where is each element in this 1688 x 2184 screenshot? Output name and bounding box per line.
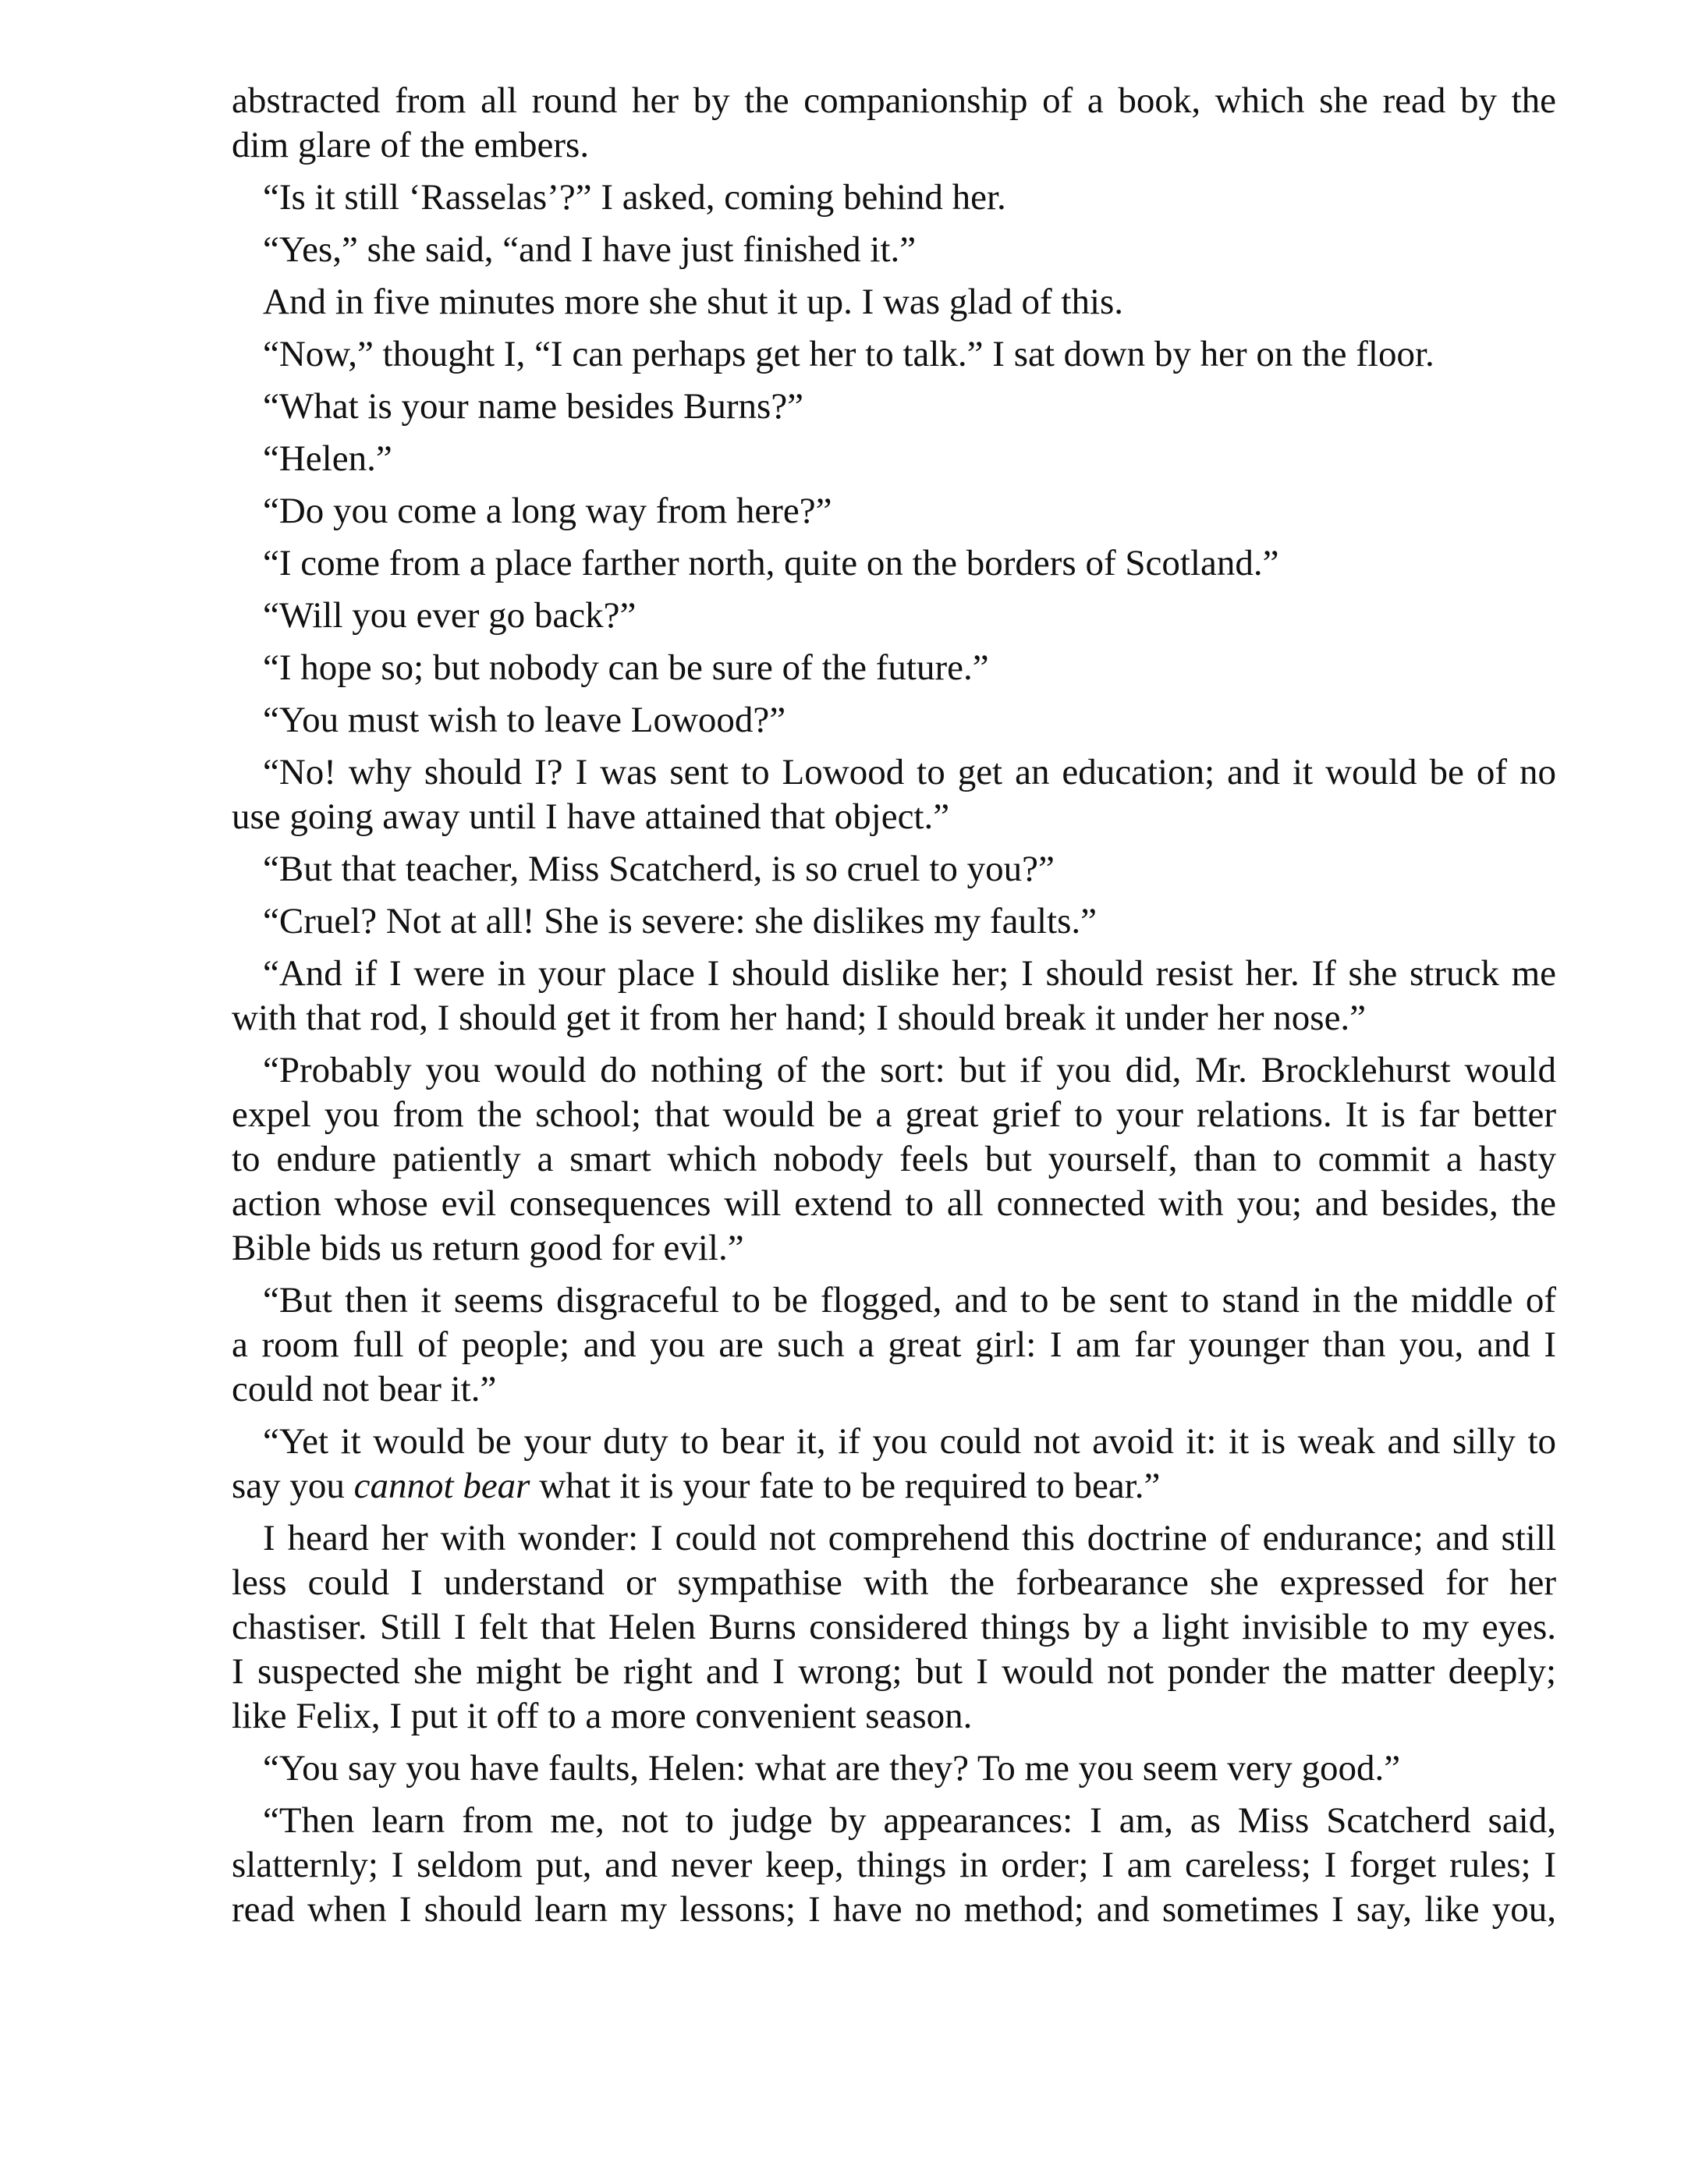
text-line: a room full of people; and you are such a great girl: I am far younger than you, and I <box>232 1324 1556 1365</box>
paragraph <box>232 1799 1556 1932</box>
text-line: with that rod, I should get it from her hand; I should break it under her nose.” <box>232 998 1367 1038</box>
paragraph <box>232 1048 1556 1271</box>
text-line <box>232 1464 1556 1509</box>
text-span: what it is your fate to be required to bear.” <box>530 1466 1161 1506</box>
text-line: “Now,” thought I, “I can perhaps get her to talk.” I sat down by her on the floor. <box>263 334 1434 374</box>
text-line: “You say you have faults, Helen: what are they? To me you seem very good.” <box>263 1748 1401 1789</box>
text-line: “But that teacher, Miss Scatcherd, is so cruel to you?” <box>263 849 1055 889</box>
text-line: “You must wish to leave Lowood?” <box>263 700 786 740</box>
paragraph <box>232 437 1556 481</box>
text-line: “And if I were in your place I should dislike her; I should resist her. If she struck me <box>263 953 1556 994</box>
paragraph <box>232 79 1556 168</box>
text-line: “What is your name besides Burns?” <box>263 386 804 427</box>
text-line: “Will you ever go back?” <box>263 595 637 636</box>
paragraph <box>232 847 1556 892</box>
text-line: “Yes,” she said, “and I have just finished it.” <box>263 229 917 270</box>
text-line: “Probably you would do nothing of the sort: but if you did, Mr. Brocklehurst would <box>263 1050 1556 1090</box>
text-span: say you <box>232 1466 354 1506</box>
paragraph <box>232 541 1556 586</box>
text-line: “Is it still ‘Rasselas’?” I asked, coming behind her. <box>263 177 1006 218</box>
paragraph <box>232 646 1556 690</box>
text-line: I suspected she might be right and I wrong; but I would not ponder the matter deeply; <box>232 1651 1556 1692</box>
paragraph <box>232 952 1556 1041</box>
text-line: I heard her with wonder: I could not comprehend this doctrine of endurance; and still <box>263 1518 1556 1558</box>
paragraph <box>232 1420 1556 1509</box>
text-line: “Do you come a long way from here?” <box>263 491 832 531</box>
text-line: Bible bids us return good for evil.” <box>232 1228 744 1268</box>
paragraph <box>232 228 1556 272</box>
paragraph <box>232 489 1556 534</box>
text-line: use going away until I have attained that object.” <box>232 796 950 837</box>
book-page <box>232 79 1556 1940</box>
emphasized-text: cannot bear <box>353 1466 530 1506</box>
text-line: slatternly; I seldom put, and never keep, things in order; I am careless; I forget rules; I <box>232 1845 1556 1885</box>
text-line: And in five minutes more she shut it up. I was glad of this. <box>263 282 1124 322</box>
text-line: like Felix, I put it off to a more convenient season. <box>232 1696 973 1736</box>
paragraph <box>232 1278 1556 1412</box>
text-line: chastiser. Still I felt that Helen Burns considered things by a light invisible to my eyes. <box>232 1607 1556 1647</box>
text-line: to endure patiently a smart which nobody feels but yourself, than to commit a hasty <box>232 1139 1556 1179</box>
text-line: “I hope so; but nobody can be sure of the future.” <box>263 647 989 688</box>
paragraph <box>232 1516 1556 1739</box>
text-line: could not bear it.” <box>232 1369 497 1409</box>
text-line: read when I should learn my lessons; I have no method; and sometimes I say, like you, <box>232 1889 1556 1930</box>
paragraph <box>232 594 1556 638</box>
paragraph <box>232 899 1556 944</box>
text-line: “I come from a place farther north, quite on the borders of Scotland.” <box>263 543 1279 583</box>
paragraph <box>232 750 1556 839</box>
text-line: “Then learn from me, not to judge by appearances: I am, as Miss Scatcherd said, <box>263 1800 1556 1841</box>
text-line: “No! why should I? I was sent to Lowood to get an education; and it would be of no <box>263 752 1556 792</box>
text-line: “Helen.” <box>263 438 392 479</box>
paragraph <box>232 332 1556 377</box>
text-line: less could I understand or sympathise with the forbearance she expressed for her <box>232 1562 1556 1603</box>
text-line: “Yet it would be your duty to bear it, if you could not avoid it: it is weak and silly to <box>263 1421 1556 1462</box>
paragraph <box>232 1746 1556 1791</box>
text-line: dim glare of the embers. <box>232 125 590 165</box>
paragraph <box>232 280 1556 324</box>
text-line: action whose evil consequences will extend to all connected with you; and besides, the <box>232 1183 1556 1224</box>
text-line: abstracted from all round her by the companionship of a book, which she read by the <box>232 80 1556 121</box>
paragraph <box>232 176 1556 220</box>
paragraph <box>232 385 1556 429</box>
text-line: “But then it seems disgraceful to be flogged, and to be sent to stand in the middle of <box>263 1280 1556 1321</box>
text-line: expel you from the school; that would be a great grief to your relations. It is far better <box>232 1094 1556 1135</box>
text-line: “Cruel? Not at all! She is severe: she dislikes my faults.” <box>263 901 1097 941</box>
paragraph <box>232 698 1556 743</box>
